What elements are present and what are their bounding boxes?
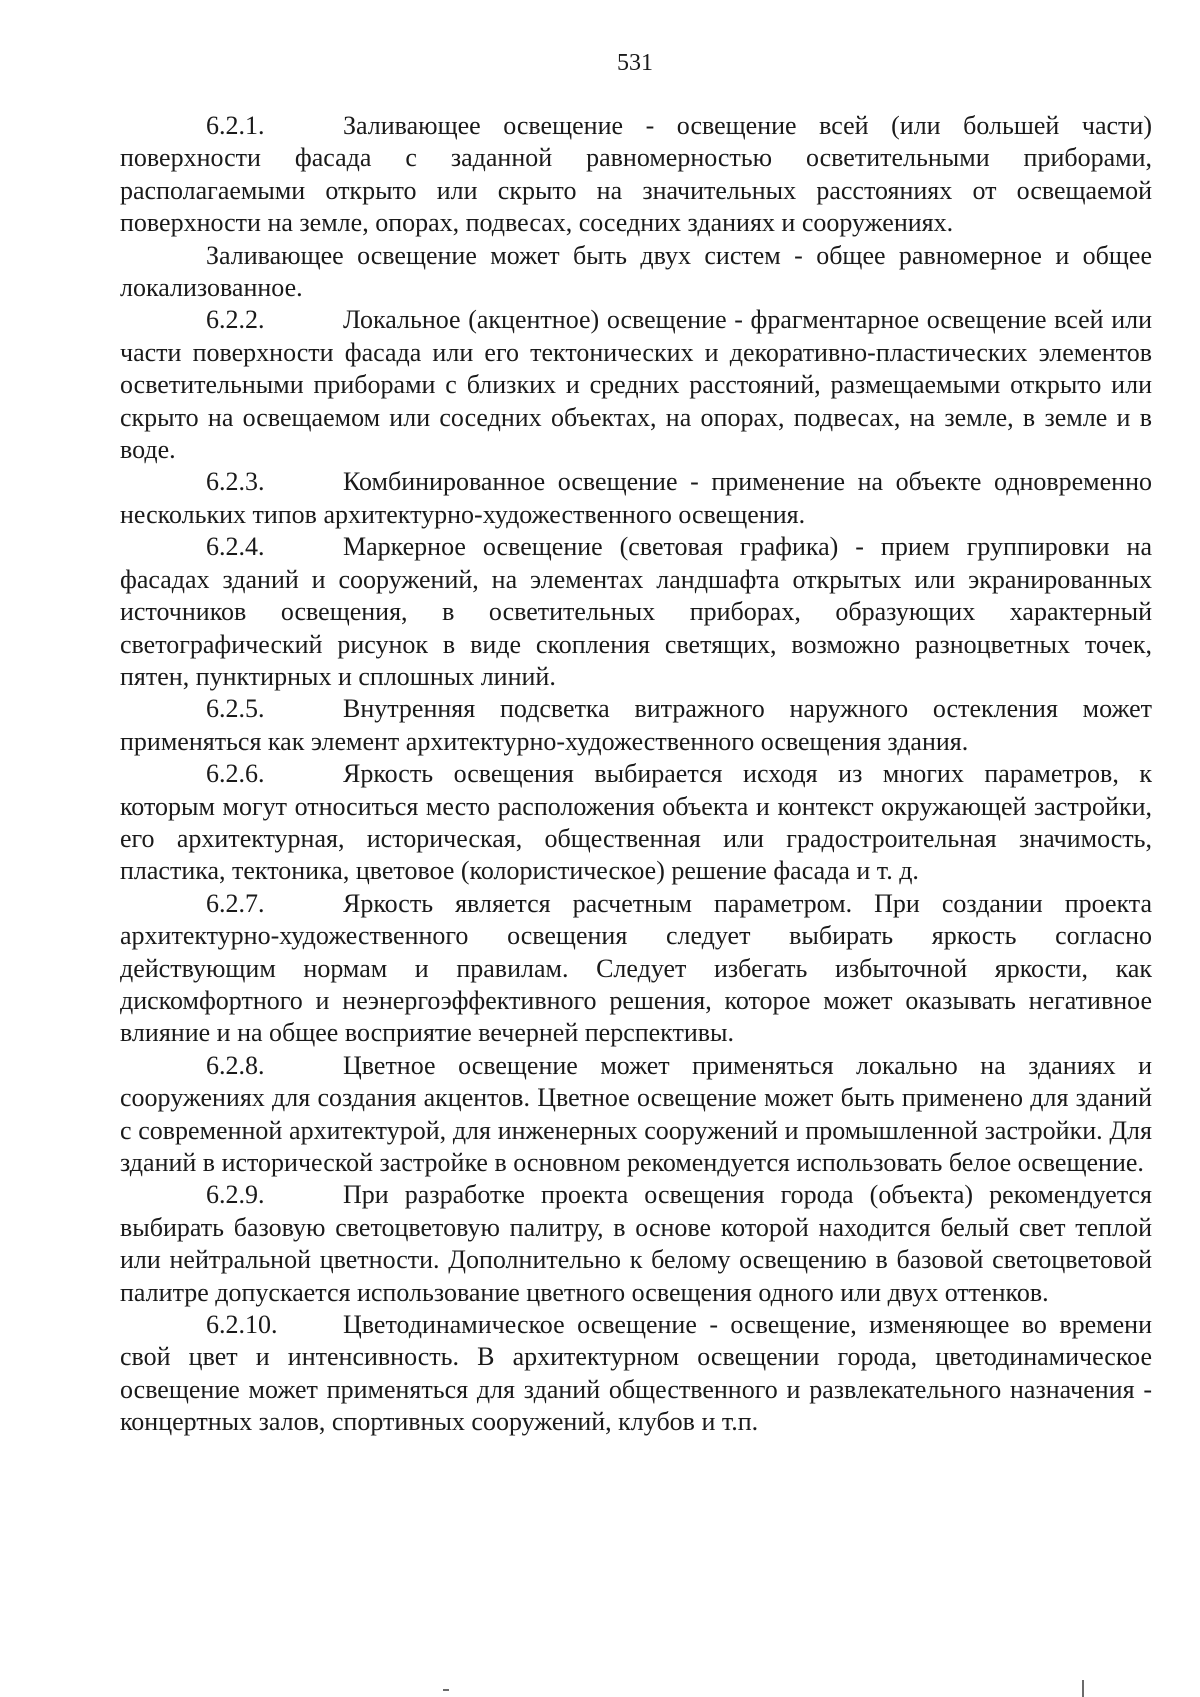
- clause-number: 6.2.10.: [206, 1310, 278, 1340]
- clause-6-2-3: [120, 466, 1152, 531]
- page-number: 531: [617, 50, 653, 76]
- clause-text: Внутренняя подсветка витражного наружного остекления может применяться как элемент архитектурно-художественного освещения здания.: [120, 694, 1152, 756]
- clause-6-2-1: [120, 110, 1152, 240]
- clause-6-2-10: [120, 1309, 1152, 1439]
- clause-6-2-9: [120, 1179, 1152, 1309]
- clause-number: 6.2.8.: [206, 1050, 265, 1080]
- clause-6-2-2: [120, 304, 1152, 466]
- clause-number: 6.2.3.: [206, 467, 265, 497]
- clause-text: Цветное освещение может применяться локально на зданиях и сооружениях для создания акцентов. Цветное освещение может быть применено для зданий с современной архитектурой, для инженерных сооружений и промышленной застройки. Для зданий в исторической застройке в основном рекомендуется использовать белое освещение.: [120, 1050, 1152, 1177]
- clause-text: Комбинированное освещение - применение на объекте одновременно нескольких типов архитектурно-художественного освещения.: [120, 467, 1152, 529]
- clause-text: Заливающее освещение - освещение всей (или большей части) поверхности фасада с заданной равномерностью осветительными приборами, располагаемыми открыто или скрыто на значительных расстояниях от освещаемой поверхности на земле, опорах, подвесах, соседних зданиях и сооружениях.: [120, 111, 1152, 238]
- clause-text: Заливающее освещение может быть двух систем - общее равномерное и общее локализованное.: [120, 240, 1152, 303]
- clause-6-2-7: [120, 888, 1152, 1050]
- clause-text: Яркость освещения выбирается исходя из многих параметров, к которым могут относиться место расположения объекта и контекст окружающей застройки, его архитектурная, историческая, общественная или градостроительная значимость, пластика, тектоника, цветовое (колористическое) решение фасада и т. д.: [120, 759, 1152, 886]
- clause-text: Локальное (акцентное) освещение - фрагментарное освещение всей или части поверхности фасада или его тектонических и декоративно-пластических элементов осветительными приборами с близких и средних расстояний, размещаемыми открыто или скрыто на освещаемом или соседних объектах, на опорах, подвесах, на земле, в земле и в воде.: [120, 305, 1152, 465]
- clause-6-2-8: [120, 1050, 1152, 1180]
- clause-number: 6.2.4.: [206, 532, 265, 562]
- clause-number: 6.2.1.: [206, 111, 265, 140]
- scan-artifact: [1082, 1680, 1084, 1697]
- clause-number: 6.2.7.: [206, 888, 265, 918]
- scan-artifact: [443, 1689, 449, 1691]
- clause-6-2-6: [120, 758, 1152, 888]
- clause-6-2-5: [120, 693, 1152, 758]
- clause-number: 6.2.6.: [206, 759, 265, 789]
- clause-number: 6.2.2.: [206, 305, 265, 335]
- clause-text: Яркость является расчетным параметром. При создании проекта архитектурно-художественного освещения следует выбирать яркость согласно действующим нормам и правилам. Следует избегать избыточной яркости, как дискомфортного и неэнергоэффективного решения, которое может оказывать негативное влияние и на общее восприятие вечерней перспективы.: [120, 888, 1152, 1048]
- clause-text: Цветодинамическое освещение - освещение, изменяющее во времени свой цвет и интенсивность. В архитектурном освещении города, цветодинамическое освещение может применяться для зданий общественного и развлекательного назначения - концертных залов, спортивных сооружений, клубов и т.п.: [120, 1310, 1152, 1437]
- clause-number: 6.2.9.: [206, 1180, 265, 1210]
- clause-6-2-4: [120, 531, 1152, 693]
- document-body: [120, 110, 1152, 1439]
- clause-number: 6.2.5.: [206, 694, 265, 724]
- clause-6-2-1-continuation: [120, 240, 1152, 305]
- clause-text: При разработке проекта освещения города (объекта) рекомендуется выбирать базовую светоцветовую палитру, в основе которой находится белый свет теплой или нейтральной цветности. Дополнительно к белому освещению в базовой светоцветовой палитре допускается использование цветного освещения одного или двух оттенков.: [120, 1180, 1152, 1307]
- clause-text: Маркерное освещение (световая графика) - прием группировки на фасадах зданий и сооружений, на элементах ландшафта открытых или экранированных источников освещения, в осветительных приборах, образующих характерный светографический рисунок в виде скопления светящих, возможно разноцветных точек, пятен, пунктирных и сплошных линий.: [120, 532, 1152, 691]
